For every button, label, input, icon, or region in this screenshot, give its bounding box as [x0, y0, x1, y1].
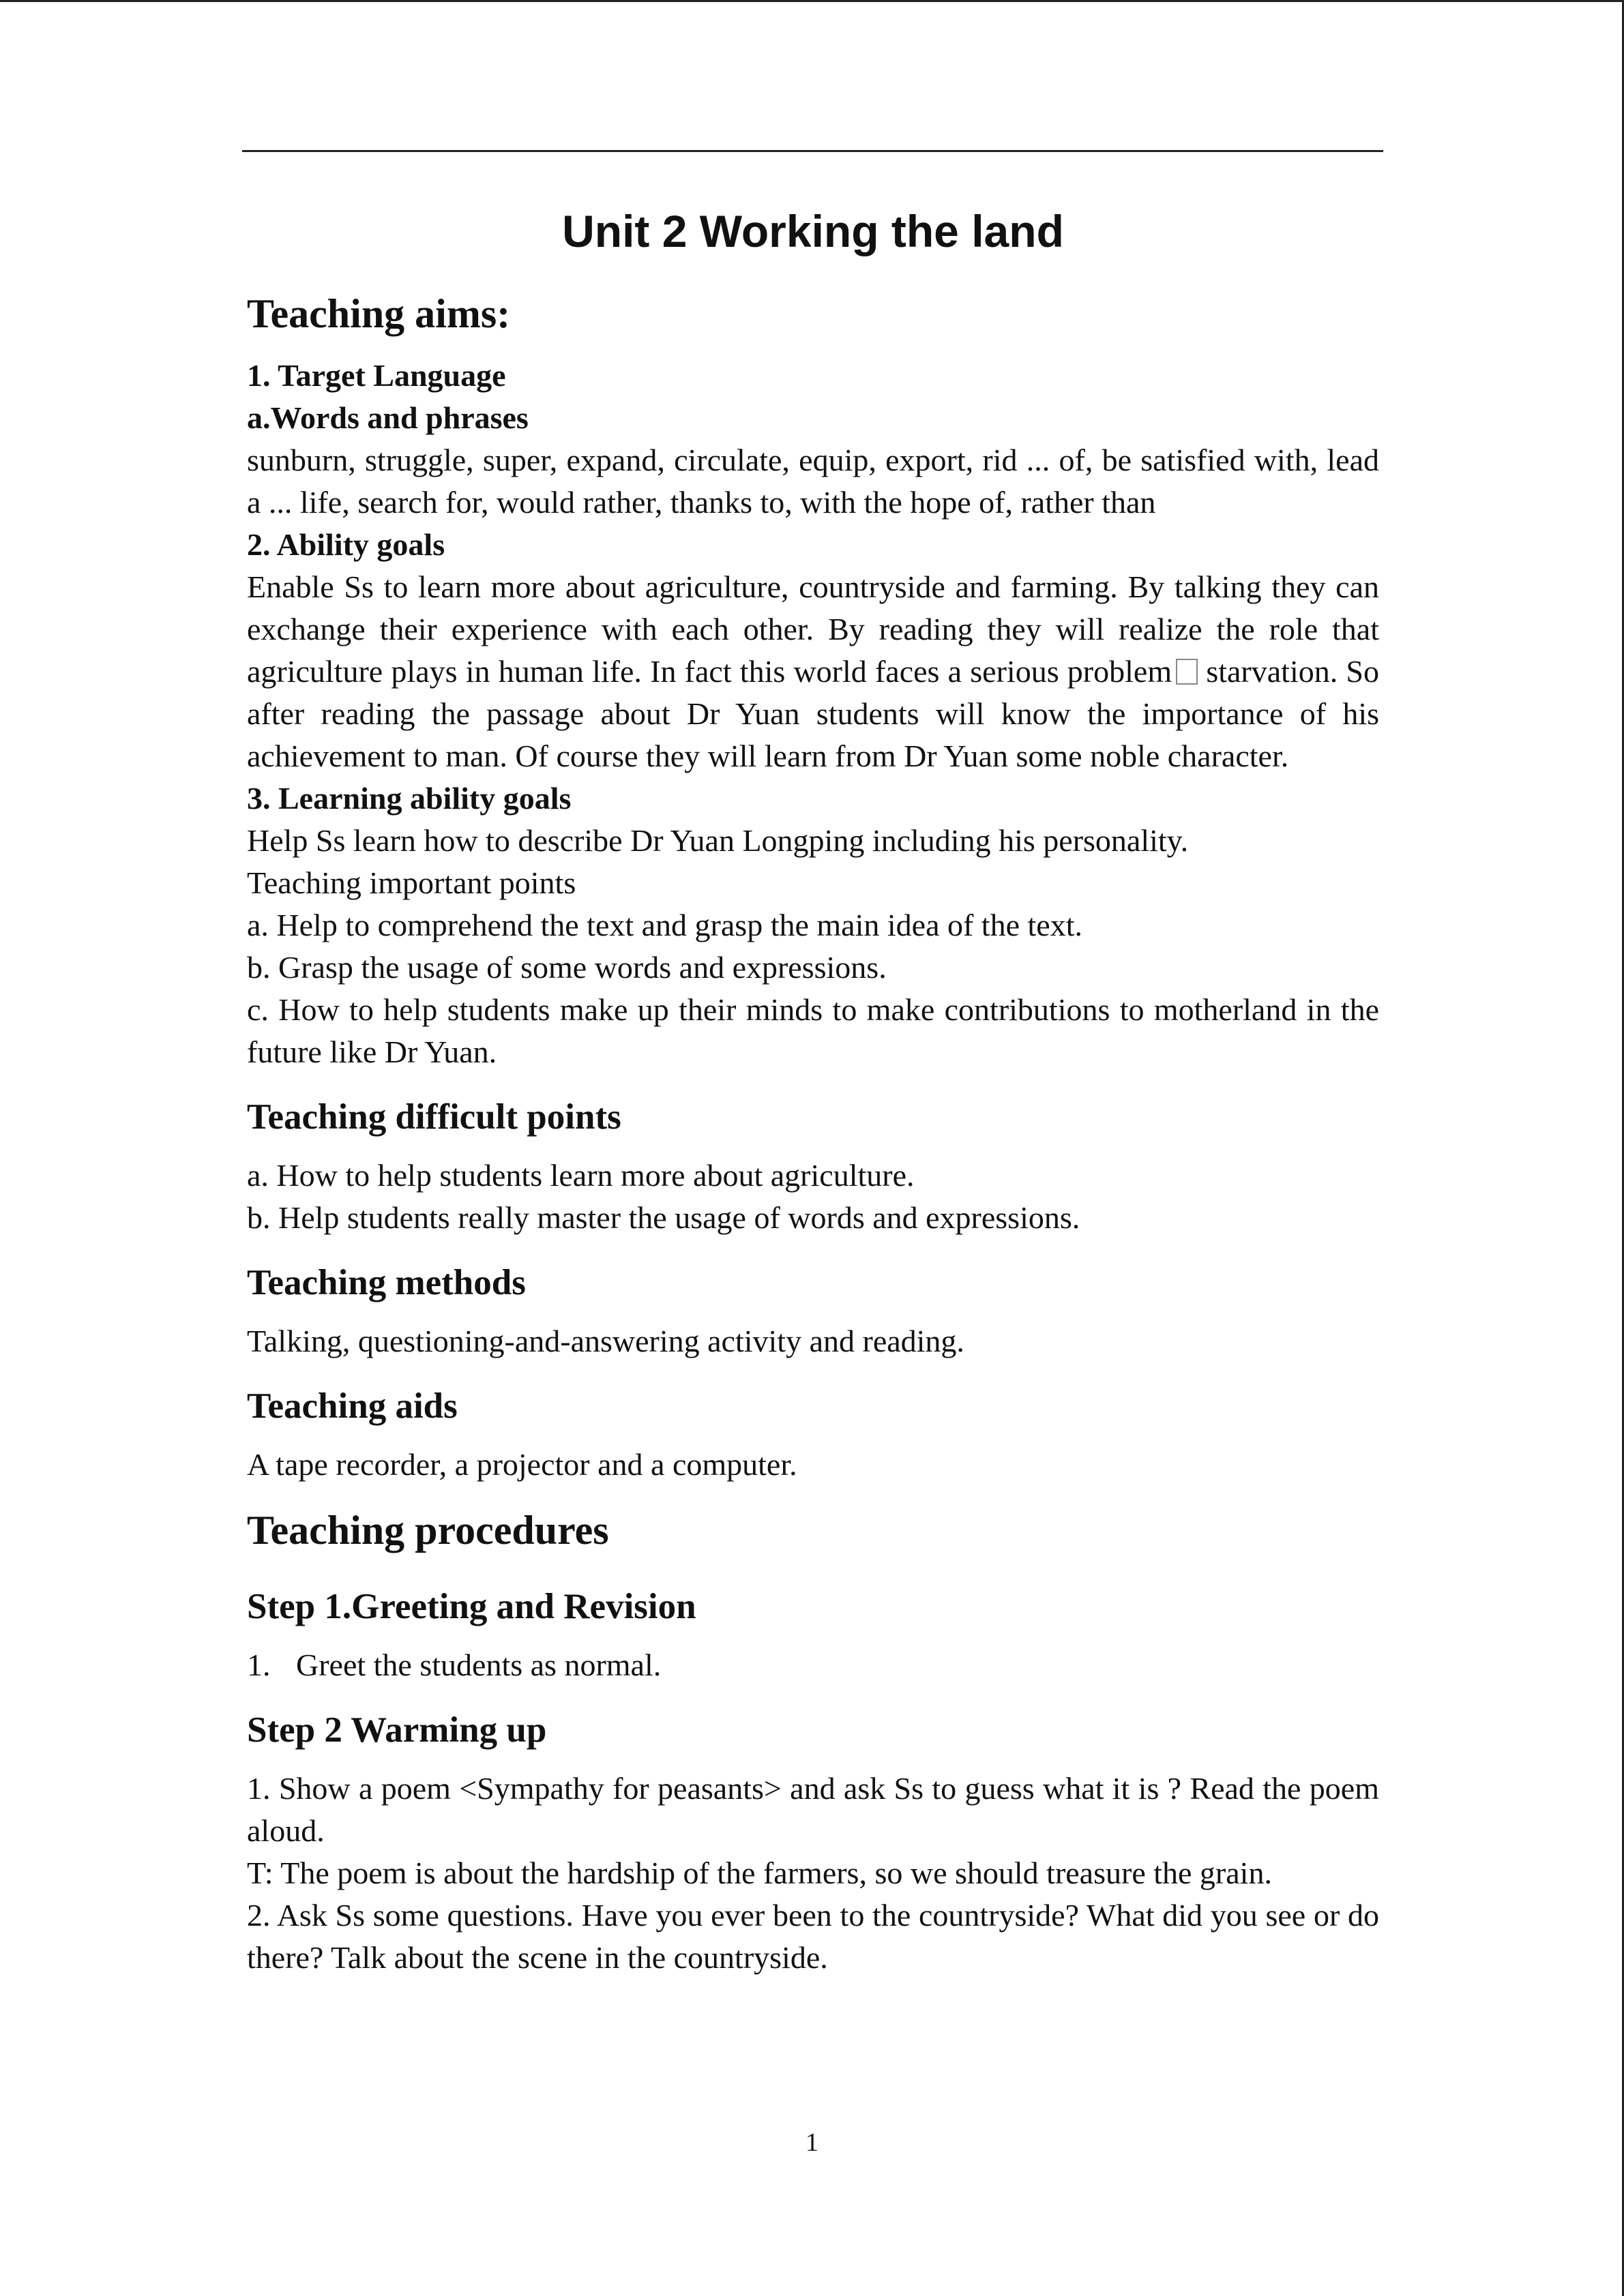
ability-goals-heading: 2. Ability goals — [247, 527, 445, 563]
important-point-item: c. How to help students make up their minds to make contributions to motherland in the future like Dr Yuan. — [247, 992, 1379, 1070]
difficult-points-heading: Teaching difficult points — [247, 1097, 621, 1137]
teaching-aids-text: A tape recorder, a projector and a computer. — [247, 1446, 797, 1482]
important-points-heading: Teaching important points — [247, 865, 576, 901]
step1-item-number: 1. — [247, 1647, 271, 1682]
important-point-item: b. Grasp the usage of some words and expressions. — [247, 950, 887, 985]
step2-paragraph: 2. Ask Ss some questions. Have you ever been to the countryside? What did you see or do there? Talk about the scene in the countryside. — [247, 1897, 1379, 1975]
header-rule — [242, 150, 1383, 152]
important-point-item: a. Help to comprehend the text and grasp the main idea of the text. — [247, 908, 1082, 943]
ability-goals-text — [247, 566, 1379, 777]
page-border-top — [0, 0, 1624, 2]
ability-goals-text-part2: starvation. So after reading the passage about Dr Yuan students will know the importance of his achievement to man. Of course they will learn from Dr Yuan some noble character. — [247, 654, 1380, 774]
ability-goals-text-part1: Enable Ss to learn more about agriculture, countryside and farming. By talking they can exchange their experience with each other. By reading they will realize the role that agriculture plays in human life. In fact this world faces a serious problem — [247, 569, 1379, 689]
teaching-methods-text: Talking, questioning-and-answering activity and reading. — [247, 1323, 964, 1358]
teaching-methods-heading: Teaching methods — [247, 1263, 526, 1303]
teaching-aids-heading: Teaching aids — [247, 1386, 458, 1426]
difficult-point-item: b. Help students really master the usage of words and expressions. — [247, 1200, 1080, 1236]
difficult-point-item: a. How to help students learn more about agriculture. — [247, 1158, 915, 1193]
step1-item-text: Greet the students as normal. — [296, 1647, 662, 1682]
page-number: 1 — [806, 2128, 818, 2157]
teaching-aims-heading: Teaching aims: — [247, 291, 511, 337]
missing-glyph-box — [1176, 659, 1198, 685]
step1-heading: Step 1.Greeting and Revision — [247, 1586, 696, 1626]
learning-ability-goals-text: Help Ss learn how to describe Dr Yuan Longping including his personality. — [247, 823, 1189, 859]
words-phrases-heading: a.Words and phrases — [247, 400, 529, 436]
document-title: Unit 2 Working the land — [562, 206, 1064, 256]
document-body — [247, 205, 1379, 1979]
words-phrases-text: sunburn, struggle, super, expand, circulate, equip, export, rid ... of, be satisfied with, lead a ... life, search for, would rather, thanks to, with the hope of, rather than — [247, 443, 1379, 520]
teaching-procedures-heading: Teaching procedures — [247, 1507, 609, 1553]
step1-list-item — [247, 1644, 1379, 1686]
step2-heading: Step 2 Warming up — [247, 1710, 547, 1750]
learning-ability-goals-heading: 3. Learning ability goals — [247, 781, 572, 816]
step2-paragraph: 1. Show a poem <Sympathy for peasants> and ask Ss to guess what it is ? Read the poem aloud. — [247, 1770, 1379, 1848]
target-language-heading: 1. Target Language — [247, 358, 506, 393]
step2-paragraph: T: The poem is about the hardship of the farmers, so we should treasure the grain. — [247, 1855, 1272, 1890]
